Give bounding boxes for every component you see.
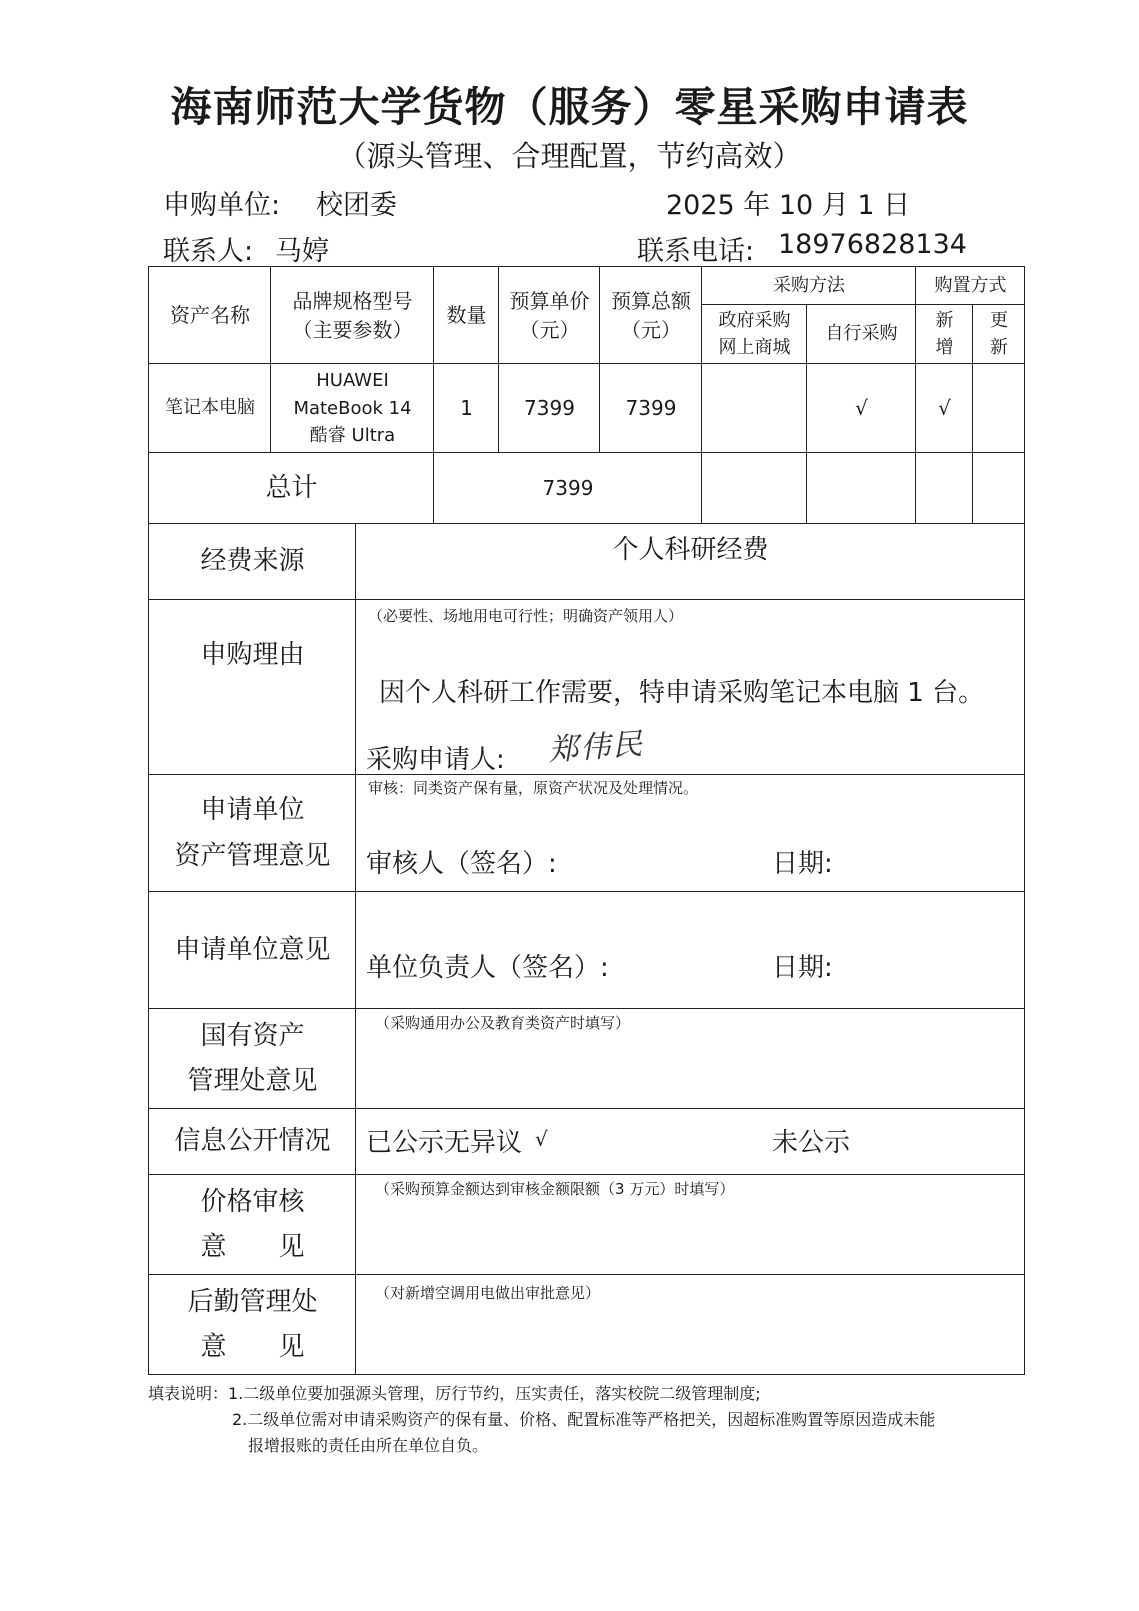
- unit-value: 校团委: [316, 190, 397, 221]
- header-gov-mall-line1: 政府采购: [718, 310, 791, 332]
- contact-value: 马婷: [275, 236, 329, 267]
- price-review-line2: 意 见: [200, 1232, 305, 1262]
- fund-source-label: 经费来源: [200, 546, 305, 577]
- reviewer-date-label: 日期:: [772, 849, 833, 879]
- asset-opinion-line2: 资产管理意见: [174, 840, 331, 871]
- header-brand-line2: （主要参数）: [292, 317, 413, 342]
- header-unit-price: [500, 268, 599, 363]
- total-value: 7399: [542, 476, 594, 500]
- asset-opinion-label: [150, 776, 355, 891]
- row-asset-name: 笔记本电脑: [165, 397, 255, 419]
- reason-text: 因个人科研工作需要，特申请采购笔记本电脑 1 台。: [379, 678, 985, 708]
- price-review-label: [150, 1176, 355, 1274]
- header-unit-price-line1: 预算单价: [509, 288, 590, 313]
- row-quantity: 1: [460, 396, 473, 420]
- header-new-line1: 新: [935, 310, 954, 332]
- header-brand-line1: 品牌规格型号: [292, 288, 413, 313]
- logistics-line1: 后勤管理处: [187, 1286, 318, 1317]
- header-purchase-method: 采购方法: [773, 274, 845, 296]
- header-renew-line1: 更: [990, 310, 1008, 332]
- reason-label: 申购理由: [200, 640, 305, 671]
- row-self-purchase-check: √: [855, 396, 868, 420]
- form-title: 海南师范大学货物（服务）零星采购申请表: [170, 83, 969, 131]
- disclosure-label: 信息公开情况: [174, 1126, 331, 1157]
- header-renew: [974, 306, 1024, 363]
- disclosed-text: 已公示无异议: [366, 1128, 523, 1158]
- contact-label: 联系人:: [163, 236, 254, 267]
- header-gov-mall-line2: 网上商城: [718, 336, 791, 358]
- header-renew-line2: 新: [990, 336, 1008, 358]
- footer-instruction-1: 填表说明：1.二级单位要加强源头管理，厉行节约，压实责任，落实校院二级管理制度;: [148, 1384, 761, 1403]
- row-unit-price: 7399: [524, 396, 575, 420]
- header-quantity: 数量: [446, 303, 487, 327]
- row-gov-mall: [703, 365, 806, 452]
- row-brand-spec: [272, 365, 433, 452]
- unit-head-signature-label: 单位负责人（签名）:: [366, 953, 609, 983]
- applicant-label: 采购申请人:: [366, 745, 505, 775]
- unit-head-date-label: 日期:: [772, 953, 833, 983]
- header-total-price-line1: 预算总额: [611, 288, 691, 313]
- row-brand-line3: 酷睿 Ultra: [309, 425, 396, 447]
- footer-instruction-3: 报增报账的责任由所在单位自负。: [248, 1436, 489, 1455]
- price-review-note: （采购预算金额达到审核金额限额（3 万元）时填写）: [375, 1180, 735, 1198]
- header-asset-name: 资产名称: [170, 303, 250, 327]
- header-total-price: [601, 268, 701, 363]
- row-total-price: 7399: [625, 396, 677, 420]
- state-asset-line2: 管理处意见: [187, 1066, 318, 1096]
- footer-instruction-2: 2.二级单位需对申请采购资产的保有量、价格、配置标准等严格把关，因超标准购置等原因造成未能: [232, 1410, 936, 1429]
- logistics-line2: 意 见: [200, 1332, 305, 1362]
- asset-opinion-line1: 申请单位: [200, 795, 305, 825]
- not-disclosed-text: 未公示: [772, 1128, 851, 1158]
- phone-label: 联系电话:: [637, 236, 755, 267]
- asset-review-note: 审核：同类资产保有量，原资产状况及处理情况。: [368, 779, 699, 797]
- logistics-label: [150, 1276, 355, 1374]
- price-review-line1: 价格审核: [200, 1186, 305, 1217]
- row-brand-line1: HUAWEI: [316, 369, 389, 391]
- phone-value: 18976828134: [778, 229, 967, 260]
- disclosed-check: √: [535, 1127, 548, 1151]
- header-acquire-method: 购置方式: [934, 274, 1007, 296]
- reviewer-signature-label: 审核人（签名）:: [366, 849, 557, 879]
- header-brand-spec: [272, 268, 433, 363]
- row-new-check: √: [938, 396, 951, 420]
- header-new: [917, 306, 972, 363]
- unit-label: 申购单位:: [163, 190, 281, 221]
- row-brand-line2: MateBook 14: [293, 397, 412, 419]
- logistics-note: （对新增空调用电做出审批意见）: [375, 1284, 601, 1302]
- fund-source-value: 个人科研经费: [612, 535, 769, 565]
- header-total-price-line2: （元）: [621, 317, 681, 342]
- form-subtitle: （源头管理、合理配置，节约高效）: [337, 139, 802, 173]
- application-date: 2025 年 10 月 1 日: [666, 190, 911, 221]
- applicant-signature: 郑伟民: [547, 726, 646, 769]
- state-asset-note: （采购通用办公及教育类资产时填写）: [375, 1014, 631, 1032]
- reason-note: （必要性、场地用电可行性；明确资产领用人）: [368, 607, 684, 625]
- unit-opinion-label: 申请单位意见: [174, 934, 331, 965]
- header-unit-price-line2: （元）: [519, 317, 580, 342]
- state-asset-line1: 国有资产: [200, 1020, 305, 1051]
- header-self-purchase: 自行采购: [825, 323, 898, 345]
- header-new-line2: 增: [935, 336, 954, 358]
- row-renew-check: [974, 365, 1024, 452]
- total-label: 总计: [265, 472, 318, 503]
- state-asset-label: [150, 1010, 355, 1108]
- header-gov-mall: [703, 306, 806, 363]
